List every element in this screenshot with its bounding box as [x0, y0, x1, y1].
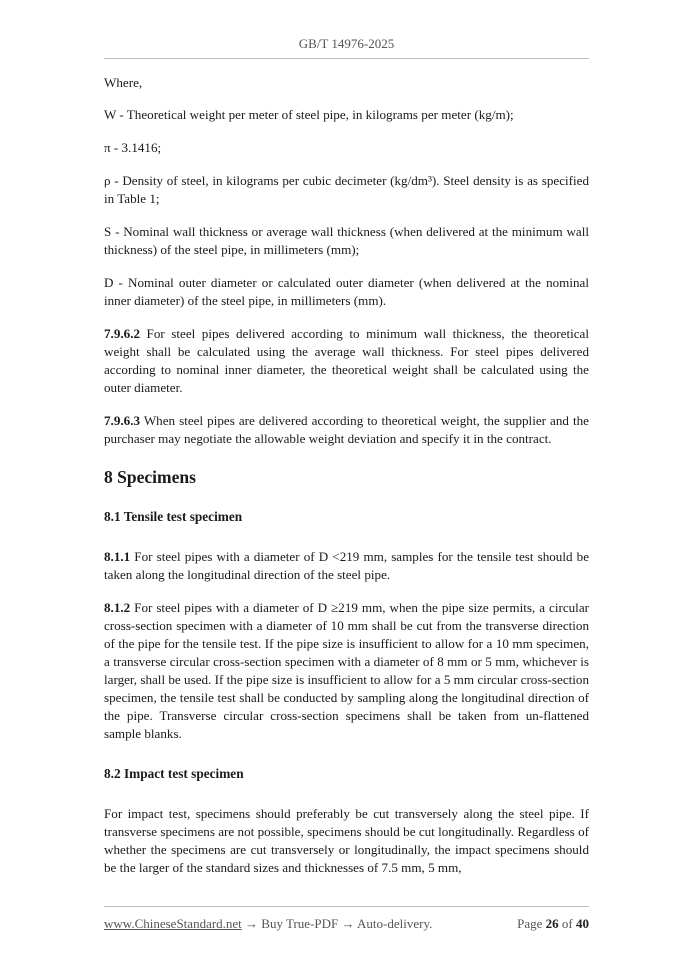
page-label: Page — [517, 916, 543, 931]
definition-d: D - Nominal outer diameter or calculated outer diameter (when delivered at the nominal inner diameter) of the steel pipe, in millimeters (mm). — [104, 275, 589, 308]
clause-7-9-6-3 — [104, 412, 589, 448]
page-total: 40 — [576, 916, 589, 931]
impact-paragraph: For impact test, specimens should preferably be cut transversely along the steel pipe. If transverse specimens are not possible, specimens should be cut longitudinally. Regardless of whether the specimens are cut transversely or longitudinally, the impact specimens should be the larger of the standard sizes and thicknesses of 7.5 mm, 5 mm, — [104, 806, 589, 875]
page-of: of — [561, 916, 573, 931]
subsection-heading-8-2: 8.2 Impact test specimen — [104, 766, 244, 781]
footer-promo — [104, 916, 432, 932]
where-line: Where, — [104, 75, 143, 90]
definition-rho: ρ - Density of steel, in kilograms per cubic decimeter (kg/dm³). Steel density is as specified in Table 1; — [104, 173, 589, 206]
clause-number: 8.1.1 — [104, 549, 131, 564]
clause-8-1-2 — [104, 599, 589, 743]
header-divider — [104, 58, 589, 59]
clause-7-9-6-2 — [104, 325, 589, 397]
footer-promo-text: → Buy True-PDF → Auto-delivery. — [241, 916, 433, 931]
page-current: 26 — [545, 916, 559, 931]
definition-pi: π - 3.1416; — [104, 140, 162, 155]
document-body — [104, 74, 589, 892]
footer-divider — [104, 906, 589, 907]
clause-number: 7.9.6.3 — [104, 413, 141, 428]
clause-text: For steel pipes with a diameter of D ≥219 mm, when the pipe size permits, a circular cross-section specimen with a diameter of 10 mm shall be cut from the transverse direction of the pipe for the tensile test. If the pipe size is insufficient to allow for a 10 mm specimen, a transverse circular cross-section specimen with a diameter of 8 mm or 5 mm, whichever is larger, shall be used. If the pipe size is insufficient to allow for a 5 mm circular cross-section specimen, the tensile test shall be conducted by sampling along the longitudinal direction of the pipe. Transverse circular cross-section specimens shall be taken from un-flattened sample blanks. — [104, 600, 589, 741]
clause-text: For steel pipes with a diameter of D <219 mm, samples for the tensile test should be taken along the longitudinal direction of the steel pipe. — [104, 549, 589, 582]
website-link[interactable]: www.ChineseStandard.net — [104, 916, 242, 931]
definition-s: S - Nominal wall thickness or average wall thickness (when delivered at the minimum wall thickness) of the steel pipe, in millimeters (mm); — [104, 224, 589, 257]
subsection-heading-8-1: 8.1 Tensile test specimen — [104, 509, 243, 524]
document-header: GB/T 14976-2025 — [298, 36, 395, 51]
clause-number: 8.1.2 — [104, 600, 131, 615]
document-footer — [104, 916, 589, 932]
clause-8-1-1 — [104, 548, 589, 584]
clause-text: For steel pipes delivered according to minimum wall thickness, the theoretical weight shall be calculated using the average wall thickness. For steel pipes delivered according to nominal inner diameter, the theoretical weight shall be calculated using the outer diameter. — [104, 326, 589, 395]
clause-number: 7.9.6.2 — [104, 326, 141, 341]
definition-w: W - Theoretical weight per meter of steel pipe, in kilograms per meter (kg/m); — [104, 107, 514, 122]
clause-text: When steel pipes are delivered according to theoretical weight, the supplier and the purchaser may negotiate the allowable weight deviation and specify it in the contract. — [104, 413, 589, 446]
page-indicator — [517, 916, 589, 932]
section-heading-8: 8 Specimens — [104, 467, 196, 487]
